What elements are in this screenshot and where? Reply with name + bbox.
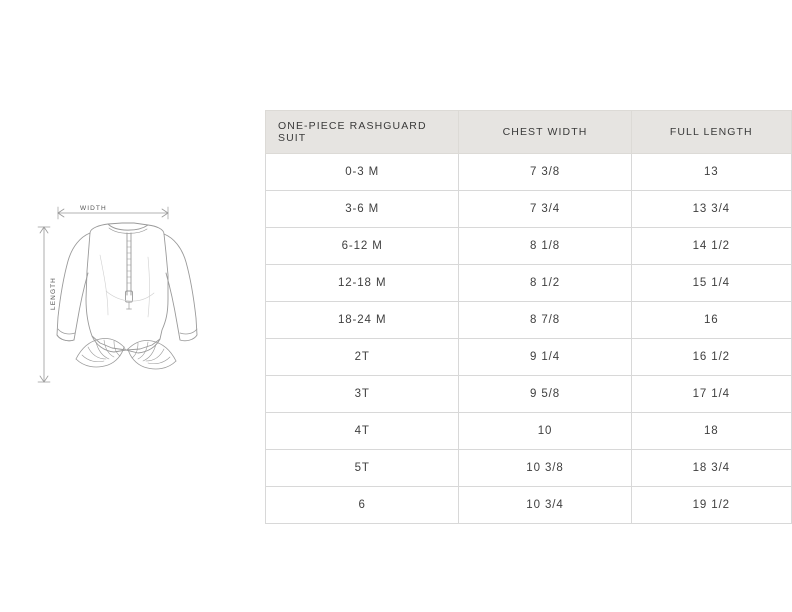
table-row bbox=[266, 413, 792, 450]
table-row bbox=[266, 376, 792, 413]
length-dimension-label: LENGTH bbox=[49, 277, 57, 310]
cell-chest-width: 8 1/2 bbox=[459, 265, 631, 302]
cell-chest-width: 8 7/8 bbox=[459, 302, 631, 339]
table-row bbox=[266, 154, 792, 191]
cell-size: 3T bbox=[266, 376, 459, 413]
size-chart-table bbox=[265, 110, 792, 524]
cell-full-length: 13 3/4 bbox=[631, 191, 791, 228]
cell-size: 0-3 M bbox=[266, 154, 459, 191]
column-header-chest-width: CHEST WIDTH bbox=[459, 111, 631, 154]
garment-illustration bbox=[30, 195, 240, 415]
length-dimension-arrow bbox=[40, 227, 48, 382]
table-row bbox=[266, 450, 792, 487]
cell-size: 18-24 M bbox=[266, 302, 459, 339]
table-header-row bbox=[266, 111, 792, 154]
width-dimension-label: WIDTH bbox=[80, 205, 107, 212]
cell-full-length: 19 1/2 bbox=[631, 487, 791, 524]
cell-full-length: 16 bbox=[631, 302, 791, 339]
cell-chest-width: 10 bbox=[459, 413, 631, 450]
cell-full-length: 18 3/4 bbox=[631, 450, 791, 487]
size-chart-header bbox=[266, 111, 792, 154]
column-header-size: ONE-PIECE RASHGUARD SUIT bbox=[266, 111, 459, 154]
cell-full-length: 18 bbox=[631, 413, 791, 450]
cell-size: 12-18 M bbox=[266, 265, 459, 302]
cell-chest-width: 9 5/8 bbox=[459, 376, 631, 413]
cell-chest-width: 7 3/8 bbox=[459, 154, 631, 191]
cell-full-length: 15 1/4 bbox=[631, 265, 791, 302]
cell-full-length: 17 1/4 bbox=[631, 376, 791, 413]
table-row bbox=[266, 228, 792, 265]
cell-size: 4T bbox=[266, 413, 459, 450]
cell-chest-width: 9 1/4 bbox=[459, 339, 631, 376]
rashguard-suit-line-drawing bbox=[30, 195, 240, 415]
width-dimension-arrow bbox=[58, 209, 168, 217]
cell-full-length: 13 bbox=[631, 154, 791, 191]
table-row bbox=[266, 339, 792, 376]
size-chart-body bbox=[266, 154, 792, 524]
table-row bbox=[266, 265, 792, 302]
cell-chest-width: 7 3/4 bbox=[459, 191, 631, 228]
cell-size: 3-6 M bbox=[266, 191, 459, 228]
table-row bbox=[266, 302, 792, 339]
cell-size: 2T bbox=[266, 339, 459, 376]
cell-size: 5T bbox=[266, 450, 459, 487]
column-header-full-length: FULL LENGTH bbox=[631, 111, 791, 154]
cell-chest-width: 8 1/8 bbox=[459, 228, 631, 265]
table-row bbox=[266, 191, 792, 228]
cell-chest-width: 10 3/4 bbox=[459, 487, 631, 524]
cell-chest-width: 10 3/8 bbox=[459, 450, 631, 487]
cell-size: 6-12 M bbox=[266, 228, 459, 265]
cell-full-length: 14 1/2 bbox=[631, 228, 791, 265]
cell-full-length: 16 1/2 bbox=[631, 339, 791, 376]
cell-size: 6 bbox=[266, 487, 459, 524]
table-row bbox=[266, 487, 792, 524]
